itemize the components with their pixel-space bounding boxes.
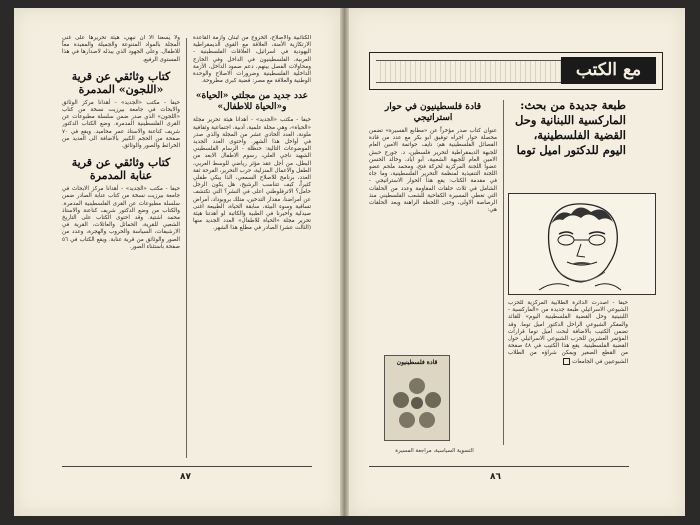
lajjun-heading: كتاب وثائقي عن قرية «اللجون» المدمرة	[71, 69, 171, 96]
lajjun-body: حيفا - مكتب «الجديد» - أهدانا مركز الوثائق والابحاث في جامعة بيرزيت نسخة من كتاب «اللجون» الذي صدر ضمن سلسلة مطبوعات عن القرى الفلسطينية المدمرة. وضع الكتاب الدكتور شريف كناعنة والاستاذ عمر محاميد. ويقع في ٧٠ صفحة من الحجم الكبير بالاضافة الى العديد من الخرائط والصور والوثائق.	[62, 99, 180, 150]
banner-title: مع الكتب	[561, 57, 656, 84]
column-divider	[503, 100, 504, 445]
book-cover-title: قادة فلسطينيون	[396, 359, 438, 366]
book-spine	[340, 8, 349, 516]
end-mark-icon	[563, 358, 570, 365]
portrait-sketch-icon	[509, 194, 655, 294]
column-divider	[186, 38, 187, 458]
left-page-right-column	[193, 35, 311, 460]
second-article-title: قادة فلسطينيون في حوار استراتيجي	[384, 102, 482, 123]
footer-rule	[62, 466, 312, 467]
left-page-left-column	[62, 35, 180, 460]
book-caption: التسوية السياسية، مراجعة المسيرة	[395, 448, 474, 454]
footer-rule	[369, 466, 629, 467]
feature-title: طبعة جديدة من بحث: الماركسية اللبنانية وحل القضية الفلسطينية، اليوم للدكتور اميل توما	[515, 98, 626, 157]
feature-body-column	[508, 300, 628, 445]
author-portrait	[508, 193, 656, 295]
magazine-heading: عدد جديد من مجلتي «الحياة» و«الحياة للاطفال»	[195, 91, 309, 113]
banner-pattern	[376, 60, 561, 83]
anaba-heading: كتاب وثائقي عن قرية عنابة المدمرة	[71, 156, 171, 183]
page-number: ٨٦	[490, 472, 501, 482]
book-cover-image	[384, 355, 450, 441]
second-article-body: عنوان كتاب صدر مؤخراً عن «مطابع القسيرة» تضمن محصلة حوار اجراه توفيق ابو بكر مع عدد من قادة الفصائل الفلسطينية هم: نايف حواتمة الامين العام للجبهة الديمقراطية لتحرير فلسطين، د. جورج حبش الامين العام للجبهة الشعبية، أبو اياد، وخالد الحسن عضوا اللجنة المركزية لحركة فتح، ومحمد ملحم عضو اللجنة التنفيذية لمنظمة التحرير الفلسطينية، وما جاء في مقدمة الكتاب: يقع هذا الحوار الاستراتيجي - الشامل في ثلاث حلقات المقاومة وعدد من الحلقات التي تغطي المسيرة الكفاحية للشعب الفلسطيني منذ الرصاصة الاولى، وحتى اللحظة الراهنة وبعد الحلقات هي:	[369, 128, 497, 214]
intro-paragraph: ولا يسعنا الا ان نبهي، هيئة تحريرها على غنى المجلة بالمواد المتنوعة والجميلة والمفيدة معاً للاطفال. وعلى الجهود الذي يبذله لاصدارها في هذا المستوى الرفيع.	[62, 35, 180, 63]
page-number: ٨٧	[180, 472, 191, 482]
feature-body: حيفا - أصدرت الدائرة الطلابية المركزية للحزب الشيوعي الاسرائيلي طبعة جديدة من «الماركسية - اللبنينية وحل القضية الفلسطينية اليوم» للقائد والمفكر الشيوعي الراحل الدكتور اميل توما. وقد تضمن الكتيب بالاضافة لبحث اميل توما قرارات المؤتمر العشرين للحزب الشيوعي الاسرائيلي حول القضية الفلسطينية. يقع هذا الكتيب في ٤٨ صفحة من القطع الصغير ويمكن شراؤه من الطلاب الشيوعيين في الجامعات	[508, 300, 628, 365]
anaba-body: حيفا - مكتب «الجديد» - أهدانا مركز الابحاث في جامعة بيرزيت نسخة من كتاب عنابة الصادر ضمن سلسلة مطبوعات عن القرى الفلسطينية المدمرة. والكتاب من وضع الدكتور شريف كناعنة والاستاذ محمد اشتية. وقد احتوى الكتاب على التاريخ الشعبي للقرية، الحمائل والعائلات، القرية في الارشيفات، السياسة والحروب والهجرة، وعدد من الصور والوثائق من قرية عنابة. ويقع الكتاب في ٥٦ صفحة باستثناء الصور.	[62, 186, 180, 250]
magazine-body: حيفا - مكتب «الجديد» - أهدانا هيئة تحرير مجلة «الحياة»، وهي مجلة علمية، أدبية، اجتماعية وثقافية ملونة، العدد الحادي عشر من المجلة والذي صدر في أواخل هذا الشهر. واحتوى العدد الجديد الموضوعات التالية: حنظلة - الرسام الفلسطيني الشهيد ناجي العلي، رسوم الاطفال الابعد من البطل، من أجل عقد مؤثر رياضي للوسط العربي، الطفل والاعمال المنزلية، حرب التحرير، الفرحة ثقة العدد، برنامج للاصلاح السمعي، الذا يبكي طفلي كثيراً، كيف تتناسب الرشيح، هل يكون الرجل حامل؟ الاترفلوطني اعلى في النشر؟ التي تكتشف عن أمراضنا، مقدار التدخين، متلك بروبوداد، أمراض تساقية وسوء البيئة، سابقة الحياة، الطبيعة اغنى صيدلية وأخيرنا في الطبية والكاتبة لو أهدتنا هيئة تحرير مجلة «الحياة للاطفال» العدد الجديد منها (الثالث عشر) الصادر في مطلع هذا الشهر.	[193, 117, 311, 232]
section-banner	[369, 52, 663, 90]
second-article-column	[369, 96, 497, 352]
cover-faces-icon	[385, 356, 449, 440]
intro-paragraph: الكتائبية والاصلاح، الخروج من لبنان وأزمة القاعدة الارتكازية الأمنة، العلاقة مع القوى الديمقراطية اليهودية في اسرائيل، العلاقات الفلسطينية - العربية، الفلسطينيون في الداخل وفي الخارج ومحاولات الفصل بينهم، دعم صمود الداخل، الأزمة الداخلية الفلسطينية وضرورات الاصلاح والوحدة الوطنية والعلاقة مع مصر: قضية كبرى مطروحة.	[193, 35, 311, 85]
